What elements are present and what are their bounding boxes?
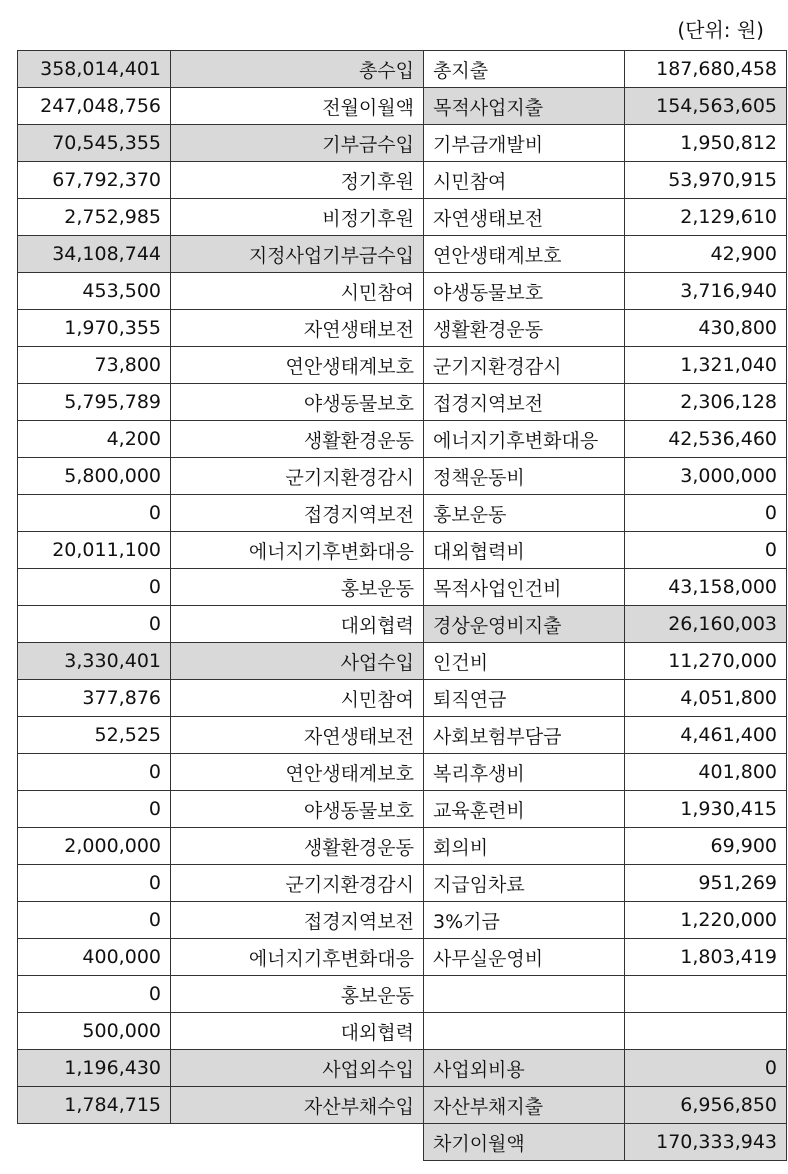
- income-label-cell: 생활환경운동: [171, 421, 424, 458]
- table-row: [18, 495, 787, 532]
- expense-amount-cell: 42,536,460: [625, 421, 787, 458]
- expense-amount-cell: [625, 976, 787, 1013]
- expense-label-cell: 군기지환경감시: [424, 347, 625, 384]
- income-label-cell: 자연생태보전: [171, 717, 424, 754]
- expense-amount-cell: 69,900: [625, 828, 787, 865]
- income-amount-cell: 2,752,985: [18, 199, 171, 236]
- expense-amount-cell: 401,800: [625, 754, 787, 791]
- income-amount-cell: 0: [18, 495, 171, 532]
- table-row: [18, 717, 787, 754]
- income-label-cell: 연안생태계보호: [171, 347, 424, 384]
- income-amount-cell: 0: [18, 865, 171, 902]
- table-row: [18, 384, 787, 421]
- income-amount-cell: 52,525: [18, 717, 171, 754]
- income-amount-cell: 5,795,789: [18, 384, 171, 421]
- expense-label-cell: 지급임차료: [424, 865, 625, 902]
- income-amount-cell: 500,000: [18, 1013, 171, 1050]
- expense-amount-cell: 170,333,943: [625, 1124, 787, 1161]
- table-row: [18, 643, 787, 680]
- expense-amount-cell: 26,160,003: [625, 606, 787, 643]
- income-amount-cell: 0: [18, 569, 171, 606]
- expense-label-cell: 퇴직연금: [424, 680, 625, 717]
- table-row: [18, 680, 787, 717]
- expense-label-cell: 자산부채지출: [424, 1087, 625, 1124]
- table-row: [18, 791, 787, 828]
- expense-amount-cell: 1,321,040: [625, 347, 787, 384]
- expense-label-cell: 목적사업인건비: [424, 569, 625, 606]
- expense-amount-cell: 53,970,915: [625, 162, 787, 199]
- income-amount-cell: 0: [18, 791, 171, 828]
- expense-label-cell: 대외협력비: [424, 532, 625, 569]
- income-amount-cell: 5,800,000: [18, 458, 171, 495]
- expense-amount-cell: 4,051,800: [625, 680, 787, 717]
- table-row: [18, 236, 787, 273]
- table-row: [18, 162, 787, 199]
- income-label-cell: 비정기후원: [171, 199, 424, 236]
- income-label-cell: 야생동물보호: [171, 791, 424, 828]
- income-label-cell: 지정사업기부금수입: [171, 236, 424, 273]
- table-row: [18, 1087, 787, 1124]
- table-row: [18, 88, 787, 125]
- expense-label-cell: 사무실운영비: [424, 939, 625, 976]
- expense-amount-cell: 1,950,812: [625, 125, 787, 162]
- table-row: [18, 606, 787, 643]
- income-label-cell: 정기후원: [171, 162, 424, 199]
- income-amount-cell: 73,800: [18, 347, 171, 384]
- table-row: [18, 902, 787, 939]
- income-label-cell: 접경지역보전: [171, 495, 424, 532]
- income-label-cell: 군기지환경감시: [171, 458, 424, 495]
- income-amount-cell: 377,876: [18, 680, 171, 717]
- income-label-cell: 전월이월액: [171, 88, 424, 125]
- income-amount-cell: 67,792,370: [18, 162, 171, 199]
- table-row: [18, 273, 787, 310]
- income-label-cell: 홍보운동: [171, 569, 424, 606]
- income-label-cell: 연안생태계보호: [171, 754, 424, 791]
- expense-amount-cell: 11,270,000: [625, 643, 787, 680]
- income-label-cell: 시민참여: [171, 680, 424, 717]
- table-row: [18, 569, 787, 606]
- income-label-cell: 홍보운동: [171, 976, 424, 1013]
- income-amount-cell: 34,108,744: [18, 236, 171, 273]
- table-row: [18, 458, 787, 495]
- income-label-cell: 사업수입: [171, 643, 424, 680]
- expense-label-cell: 시민참여: [424, 162, 625, 199]
- expense-amount-cell: 0: [625, 1050, 787, 1087]
- table-row: [18, 939, 787, 976]
- income-amount-cell: 358,014,401: [18, 51, 171, 88]
- expense-label-cell: 자연생태보전: [424, 199, 625, 236]
- expense-label-cell: 기부금개발비: [424, 125, 625, 162]
- income-label-cell: [171, 1124, 424, 1161]
- expense-label-cell: 생활환경운동: [424, 310, 625, 347]
- income-label-cell: 대외협력: [171, 606, 424, 643]
- table-row: [18, 828, 787, 865]
- expense-amount-cell: 2,129,610: [625, 199, 787, 236]
- income-amount-cell: 0: [18, 754, 171, 791]
- expense-amount-cell: 1,803,419: [625, 939, 787, 976]
- income-label-cell: 기부금수입: [171, 125, 424, 162]
- expense-amount-cell: 3,716,940: [625, 273, 787, 310]
- income-amount-cell: 1,970,355: [18, 310, 171, 347]
- expense-label-cell: 야생동물보호: [424, 273, 625, 310]
- income-amount-cell: 1,784,715: [18, 1087, 171, 1124]
- expense-amount-cell: 187,680,458: [625, 51, 787, 88]
- budget-table: [17, 50, 787, 1161]
- expense-label-cell: 회의비: [424, 828, 625, 865]
- income-amount-cell: 70,545,355: [18, 125, 171, 162]
- expense-label-cell: 접경지역보전: [424, 384, 625, 421]
- expense-label-cell: 연안생태계보호: [424, 236, 625, 273]
- table-row: [18, 1013, 787, 1050]
- income-label-cell: 총수입: [171, 51, 424, 88]
- income-label-cell: 생활환경운동: [171, 828, 424, 865]
- income-amount-cell: 247,048,756: [18, 88, 171, 125]
- table-row: [18, 532, 787, 569]
- expense-amount-cell: 951,269: [625, 865, 787, 902]
- budget-table-body: [18, 51, 787, 1161]
- income-amount-cell: 2,000,000: [18, 828, 171, 865]
- expense-label-cell: 홍보운동: [424, 495, 625, 532]
- income-amount-cell: [18, 1124, 171, 1161]
- expense-amount-cell: 3,000,000: [625, 458, 787, 495]
- income-label-cell: 자연생태보전: [171, 310, 424, 347]
- expense-label-cell: 총지출: [424, 51, 625, 88]
- expense-amount-cell: 42,900: [625, 236, 787, 273]
- income-label-cell: 시민참여: [171, 273, 424, 310]
- table-row: [18, 199, 787, 236]
- income-amount-cell: 453,500: [18, 273, 171, 310]
- table-row: [18, 754, 787, 791]
- income-amount-cell: 20,011,100: [18, 532, 171, 569]
- expense-amount-cell: 2,306,128: [625, 384, 787, 421]
- expense-label-cell: 사업외비용: [424, 1050, 625, 1087]
- income-label-cell: 에너지기후변화대응: [171, 532, 424, 569]
- expense-label-cell: 복리후생비: [424, 754, 625, 791]
- table-row: [18, 421, 787, 458]
- expense-label-cell: [424, 976, 625, 1013]
- income-label-cell: 사업외수입: [171, 1050, 424, 1087]
- income-label-cell: 야생동물보호: [171, 384, 424, 421]
- table-row: [18, 51, 787, 88]
- income-label-cell: 자산부채수입: [171, 1087, 424, 1124]
- income-amount-cell: 3,330,401: [18, 643, 171, 680]
- expense-amount-cell: 430,800: [625, 310, 787, 347]
- expense-label-cell: 교육훈련비: [424, 791, 625, 828]
- table-row: [18, 976, 787, 1013]
- income-label-cell: 접경지역보전: [171, 902, 424, 939]
- expense-label-cell: 인건비: [424, 643, 625, 680]
- income-amount-cell: 0: [18, 902, 171, 939]
- expense-label-cell: 에너지기후변화대응: [424, 421, 625, 458]
- income-amount-cell: 4,200: [18, 421, 171, 458]
- unit-label: (단위: 원): [677, 18, 764, 42]
- expense-label-cell: 3%기금: [424, 902, 625, 939]
- expense-label-cell: 사회보험부담금: [424, 717, 625, 754]
- expense-amount-cell: 43,158,000: [625, 569, 787, 606]
- table-row: [18, 1124, 787, 1161]
- income-amount-cell: 400,000: [18, 939, 171, 976]
- income-amount-cell: 1,196,430: [18, 1050, 171, 1087]
- expense-amount-cell: 0: [625, 495, 787, 532]
- expense-amount-cell: 1,220,000: [625, 902, 787, 939]
- table-row: [18, 347, 787, 384]
- expense-amount-cell: 1,930,415: [625, 791, 787, 828]
- expense-label-cell: 목적사업지출: [424, 88, 625, 125]
- income-amount-cell: 0: [18, 976, 171, 1013]
- expense-label-cell: 경상운영비지출: [424, 606, 625, 643]
- table-row: [18, 125, 787, 162]
- table-row: [18, 1050, 787, 1087]
- expense-amount-cell: [625, 1013, 787, 1050]
- expense-amount-cell: 4,461,400: [625, 717, 787, 754]
- expense-amount-cell: 6,956,850: [625, 1087, 787, 1124]
- income-label-cell: 에너지기후변화대응: [171, 939, 424, 976]
- expense-label-cell: 정책운동비: [424, 458, 625, 495]
- expense-amount-cell: 154,563,605: [625, 88, 787, 125]
- expense-amount-cell: 0: [625, 532, 787, 569]
- income-amount-cell: 0: [18, 606, 171, 643]
- income-label-cell: 군기지환경감시: [171, 865, 424, 902]
- expense-label-cell: 차기이월액: [424, 1124, 625, 1161]
- table-row: [18, 865, 787, 902]
- income-label-cell: 대외협력: [171, 1013, 424, 1050]
- table-row: [18, 310, 787, 347]
- expense-label-cell: [424, 1013, 625, 1050]
